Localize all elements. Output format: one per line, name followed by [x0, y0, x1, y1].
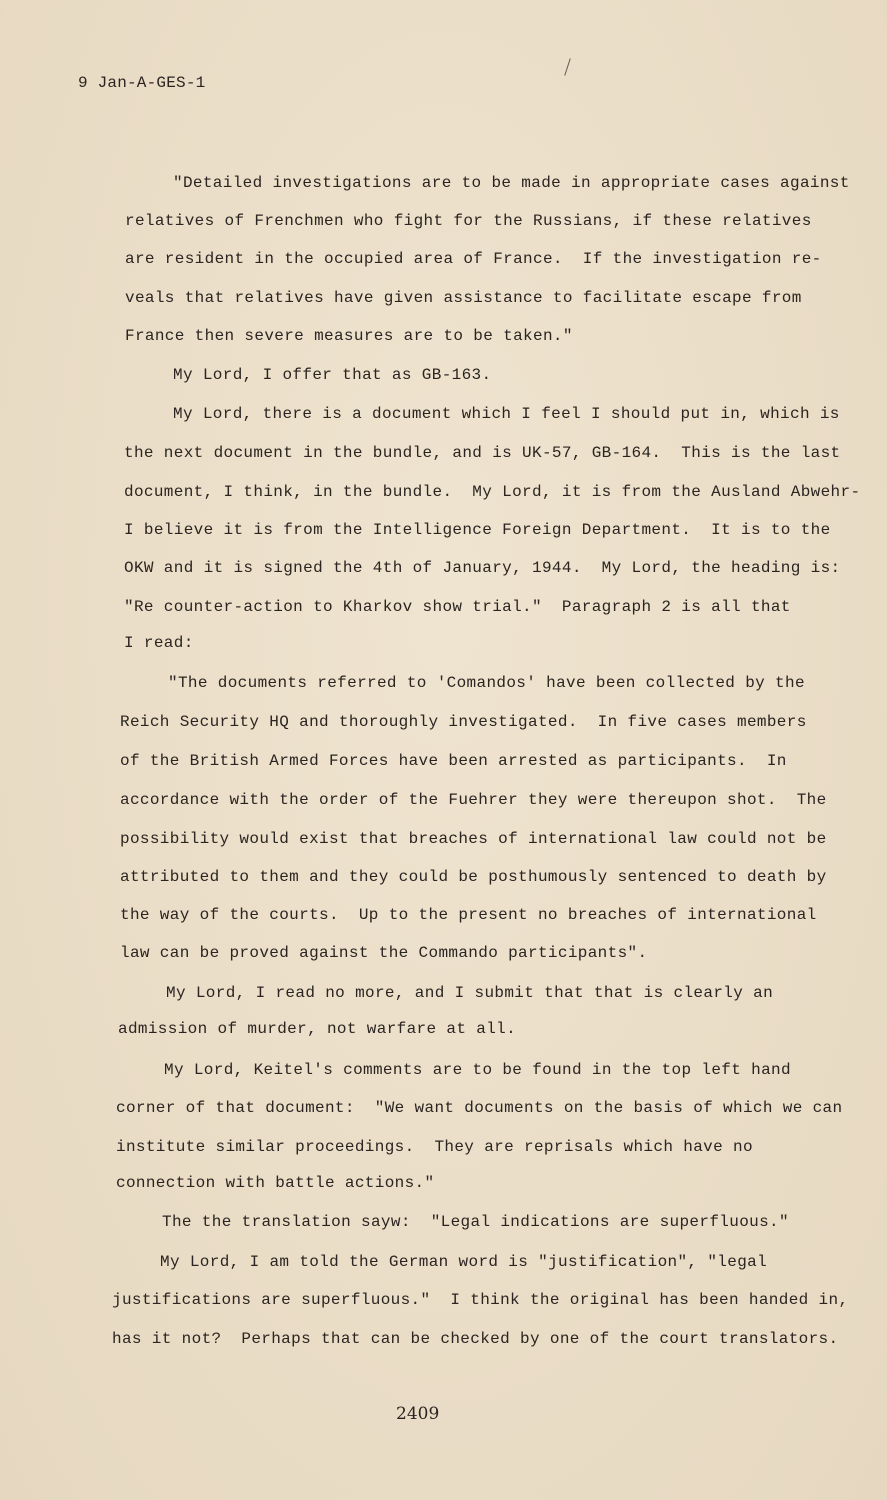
text-line: My Lord, I am told the German word is "justification", "legal: [160, 1253, 768, 1271]
text-line: law can be proved against the Commando participants".: [120, 944, 648, 962]
text-line: Reich Security HQ and thoroughly investigated. In five cases members: [120, 713, 807, 731]
text-line: I believe it is from the Intelligence Foreign Department. It is to the: [124, 521, 831, 539]
text-line: institute similar proceedings. They are reprisals which have no: [116, 1138, 753, 1156]
text-line: relatives of Frenchmen who fight for the Russians, if these relatives: [125, 212, 812, 230]
text-line: veals that relatives have given assistance to facilitate escape from: [125, 289, 802, 307]
stray-pen-mark: [564, 58, 571, 75]
text-line: of the British Armed Forces have been arrested as participants. In: [120, 752, 787, 770]
text-line: possibility would exist that breaches of international law could not be: [120, 830, 827, 848]
text-line: France then severe measures are to be taken.": [125, 327, 573, 345]
document-reference: 9 Jan-A-GES-1: [78, 74, 206, 92]
text-line: has it not? Perhaps that can be checked by one of the court translators.: [112, 1330, 839, 1348]
text-line: connection with battle actions.": [116, 1174, 435, 1192]
text-line: attributed to them and they could be posthumously sentenced to death by: [120, 868, 827, 886]
text-line: "Detailed investigations are to be made in appropriate cases against: [173, 174, 850, 192]
text-line: My Lord, I read no more, and I submit that that is clearly an: [166, 984, 774, 1002]
text-line: My Lord, there is a document which I feel I should put in, which is: [173, 405, 840, 423]
text-line: the way of the courts. Up to the present no breaches of international: [120, 906, 817, 924]
text-line: The the translation sayw: "Legal indications are superfluous.": [162, 1213, 789, 1231]
text-line: "The documents referred to 'Comandos' have been collected by the: [168, 674, 805, 692]
text-line: justifications are superfluous." I think the original has been handed in,: [112, 1291, 849, 1309]
text-line: accordance with the order of the Fuehrer they were thereupon shot. The: [120, 791, 827, 809]
text-line: "Re counter-action to Kharkov show trial." Paragraph 2 is all that: [124, 598, 791, 616]
text-line: OKW and it is signed the 4th of January, 1944. My Lord, the heading is:: [124, 559, 841, 577]
text-line: I read:: [124, 634, 194, 652]
text-line: My Lord, Keitel's comments are to be found in the top left hand: [164, 1061, 791, 1079]
text-line: admission of murder, not warfare at all.: [118, 1020, 517, 1038]
text-line: corner of that document: "We want documents on the basis of which we can: [116, 1099, 843, 1117]
text-line: My Lord, I offer that as GB-163.: [173, 366, 492, 384]
text-line: are resident in the occupied area of France. If the investigation re-: [125, 250, 822, 268]
text-line: the next document in the bundle, and is UK-57, GB-164. This is the last: [124, 444, 841, 462]
page-number: 2409: [396, 1404, 440, 1424]
text-line: document, I think, in the bundle. My Lord, it is from the Ausland Abwehr-: [124, 483, 861, 501]
